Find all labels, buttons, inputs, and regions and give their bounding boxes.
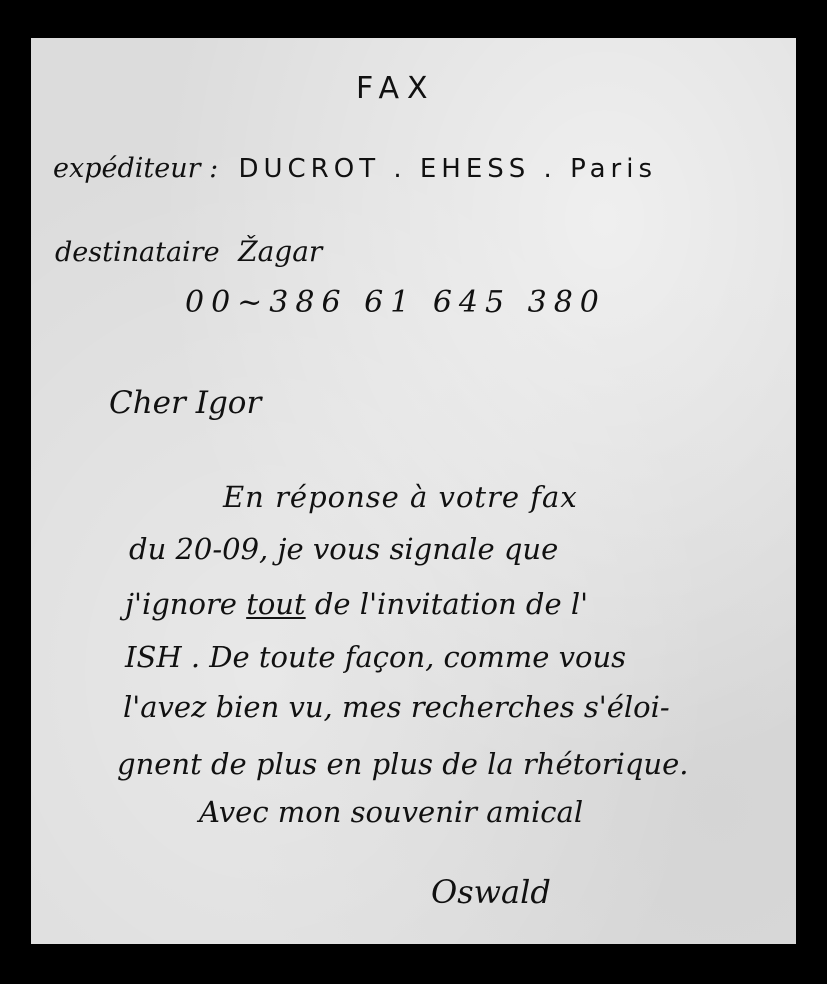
recipient-value: Žagar bbox=[238, 235, 323, 268]
underlined-word: tout bbox=[246, 587, 306, 621]
fax-number: 00~386 61 645 380 bbox=[185, 285, 606, 320]
recipient-line bbox=[55, 235, 323, 268]
letter-line-3-end: de l'invitation de l' bbox=[305, 587, 589, 621]
sender-value: DUCROT . EHESS . Paris bbox=[238, 154, 657, 184]
letter-line-1: En réponse à votre fax bbox=[223, 480, 578, 514]
letter-line-5: l'avez bien vu, mes recherches s'éloi- bbox=[123, 690, 670, 724]
letter-line-4: ISH . De toute façon, comme vous bbox=[125, 640, 627, 674]
sender-line bbox=[53, 155, 657, 182]
letter-salutation: Cher Igor bbox=[109, 385, 262, 421]
recipient-label: destinataire bbox=[55, 237, 220, 268]
fax-title: FAX bbox=[356, 71, 436, 106]
letter-line-3-start: j'ignore bbox=[125, 587, 247, 621]
letter-line-6: gnent de plus en plus de la rhétorique. bbox=[117, 747, 689, 781]
fax-sheet bbox=[31, 38, 796, 944]
letter-line-2: du 20-09, je vous signale que bbox=[129, 532, 559, 566]
letter-closing: Avec mon souvenir amical bbox=[199, 795, 584, 829]
letter-line-3 bbox=[125, 587, 589, 621]
sender-label: expéditeur : bbox=[53, 153, 219, 184]
signature: Oswald bbox=[431, 873, 551, 911]
